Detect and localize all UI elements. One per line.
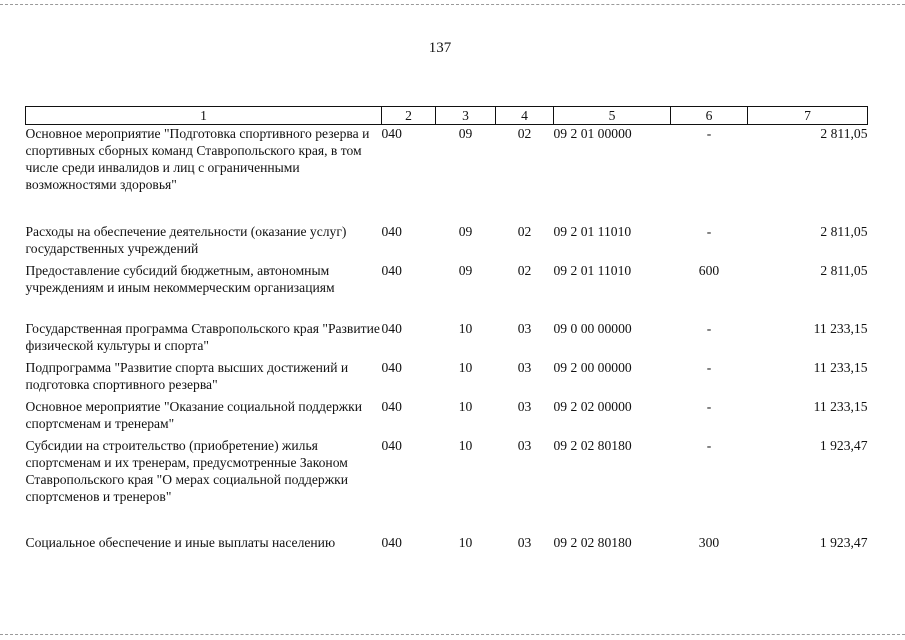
scan-edge-top xyxy=(0,4,905,5)
row-amount: 1 923,47 xyxy=(819,534,868,550)
row-section-code: 09 xyxy=(458,126,473,141)
row-subsection-code: 03 xyxy=(517,320,532,336)
row-target-code: 09 2 02 80180 xyxy=(553,437,632,453)
row-subsection-code: 03 xyxy=(517,359,532,375)
row-amount: 2 811,05 xyxy=(820,126,868,141)
row-expense-type: - xyxy=(706,320,712,336)
row-target-code: 09 2 01 11010 xyxy=(553,262,632,278)
row-subsection-code: 02 xyxy=(517,262,532,278)
table-row xyxy=(26,398,868,437)
page-number: 137 xyxy=(428,40,452,56)
row-ministry-code: 040 xyxy=(381,223,402,239)
column-header-5: 5 xyxy=(554,107,671,125)
column-header-7: 7 xyxy=(748,107,868,125)
row-amount: 2 811,05 xyxy=(820,262,868,278)
row-amount: 11 233,15 xyxy=(813,398,868,414)
row-name: Основное мероприятие "Оказание социальной поддержки спортсменам и тренерам" xyxy=(25,398,363,431)
column-header-3: 3 xyxy=(436,107,496,125)
row-expense-type: - xyxy=(706,223,712,239)
row-expense-type: - xyxy=(706,437,712,453)
table-row xyxy=(26,359,868,398)
row-name: Государственная программа Ставропольского края "Развитие физической культуры и спорта" xyxy=(25,320,380,353)
row-ministry-code: 040 xyxy=(381,262,402,278)
row-target-code: 09 0 00 00000 xyxy=(553,320,632,336)
row-name: Социальное обеспечение и иные выплаты населению xyxy=(25,534,336,550)
row-subsection-code: 03 xyxy=(517,437,532,453)
row-expense-type: 300 xyxy=(698,534,720,550)
row-section-code: 10 xyxy=(458,320,473,336)
column-header-4: 4 xyxy=(496,107,554,125)
row-name: Расходы на обеспечение деятельности (оказание услуг) государственных учреждений xyxy=(25,223,347,256)
column-header-6: 6 xyxy=(671,107,748,125)
row-ministry-code: 040 xyxy=(381,437,402,453)
row-target-code: 09 2 01 11010 xyxy=(553,223,632,239)
row-target-code: 09 2 01 00000 xyxy=(553,126,632,141)
row-amount: 2 811,05 xyxy=(820,223,868,239)
row-ministry-code: 040 xyxy=(381,320,402,336)
row-amount: 1 923,47 xyxy=(819,437,868,453)
table-row xyxy=(26,437,868,534)
row-name: Субсидии на строительство (приобретение) жилья спортсменам и их тренерам, предусмотренные Законом Ставропольского края "О мерах социальной поддержки спортсменов и тренеров" xyxy=(25,437,348,504)
row-section-code: 10 xyxy=(458,437,473,453)
header-row xyxy=(26,107,868,125)
table-row xyxy=(26,223,868,262)
row-ministry-code: 040 xyxy=(381,398,402,414)
row-subsection-code: 02 xyxy=(517,223,532,239)
row-expense-type: - xyxy=(706,359,712,375)
row-ministry-code: 040 xyxy=(381,126,402,141)
row-expense-type: 600 xyxy=(698,262,720,278)
row-amount: 11 233,15 xyxy=(813,320,868,336)
row-name: Подпрограмма "Развитие спорта высших достижений и подготовка спортивного резерва" xyxy=(25,359,349,392)
row-section-code: 09 xyxy=(458,262,473,278)
row-ministry-code: 040 xyxy=(381,359,402,375)
row-name: Основное мероприятие "Подготовка спортивного резерва и спортивных сборных команд Ставропольского края, в том числе среди инвалидов и лиц с ограниченными возможностями здоровья" xyxy=(25,126,370,192)
row-subsection-code: 02 xyxy=(517,126,532,141)
row-section-code: 10 xyxy=(458,534,473,550)
row-expense-type: - xyxy=(706,126,712,141)
table-row xyxy=(26,262,868,320)
row-amount: 11 233,15 xyxy=(813,359,868,375)
row-section-code: 10 xyxy=(458,359,473,375)
budget-table xyxy=(25,106,868,554)
column-header-1: 1 xyxy=(26,107,382,125)
row-subsection-code: 03 xyxy=(517,534,532,550)
row-name: Предоставление субсидий бюджетным, автономным учреждениям и иным некоммерческим организациям xyxy=(25,262,335,295)
scan-edge-bottom xyxy=(0,634,905,635)
table-row xyxy=(26,534,868,554)
row-subsection-code: 03 xyxy=(517,398,532,414)
row-target-code: 09 2 02 80180 xyxy=(553,534,632,550)
row-expense-type: - xyxy=(706,398,712,414)
table-row xyxy=(26,125,868,223)
row-target-code: 09 2 00 00000 xyxy=(553,359,632,375)
row-section-code: 09 xyxy=(458,223,473,239)
row-ministry-code: 040 xyxy=(381,534,402,550)
row-target-code: 09 2 02 00000 xyxy=(553,398,632,414)
column-header-2: 2 xyxy=(382,107,436,125)
row-section-code: 10 xyxy=(458,398,473,414)
table-row xyxy=(26,320,868,359)
